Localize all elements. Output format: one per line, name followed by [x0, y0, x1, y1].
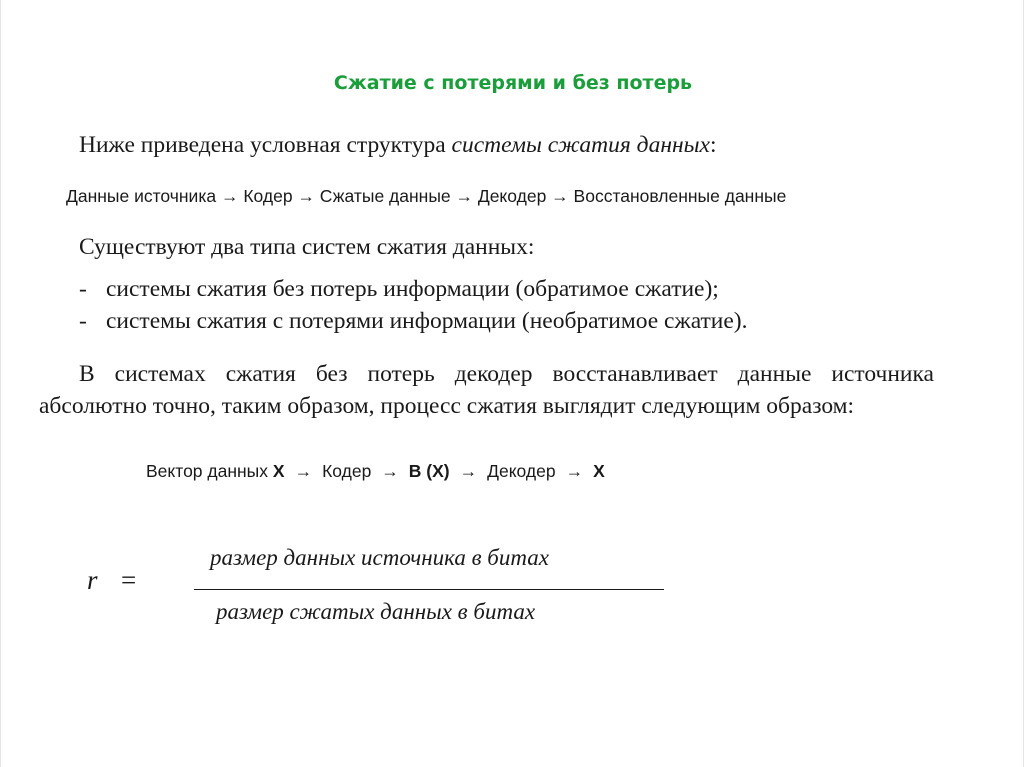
formula-variable: r	[87, 565, 98, 595]
chain-x-output: X	[593, 461, 605, 481]
chain-coder: Кодер	[322, 461, 372, 481]
list-dash: -	[79, 276, 87, 302]
list-item-text: системы сжатия без потерь информации (обратимое сжатие);	[106, 276, 719, 302]
list-item	[79, 276, 719, 303]
lossless-process-chain	[146, 461, 605, 482]
intro-line	[79, 132, 717, 159]
arrow-icon: →	[565, 461, 584, 481]
formula-numerator: размер данных источника в битах	[210, 545, 549, 570]
chain-label-vector: Вектор данных	[146, 461, 269, 481]
types-heading: Существуют два типа систем сжатия данных:	[79, 234, 535, 260]
compression-structure-chain: Данные источника → Кодер → Сжатые данные → Декодер → Восстановленные данные	[66, 186, 787, 206]
intro-text: Ниже приведена условная структура	[79, 132, 452, 158]
list-dash: -	[79, 308, 87, 334]
slide-title: Сжатие с потерями и без потерь	[333, 72, 693, 94]
arrow-icon: →	[459, 461, 478, 481]
chain-bx: B (X)	[408, 461, 450, 481]
list-item	[79, 308, 748, 335]
arrow-icon: →	[381, 461, 399, 481]
formula-equals: =	[121, 565, 137, 595]
intro-suffix: :	[710, 132, 717, 158]
formula-denominator: размер сжатых данных в битах	[216, 599, 536, 624]
arrow-icon: →	[294, 461, 313, 481]
lossless-paragraph: В системах сжатия без потерь декодер восстанавливает данные источника абсолютно точно, таким образом, процесс сжатия выглядит следующим образом:	[39, 361, 934, 419]
list-item-text: системы сжатия с потерями информации (необратимое сжатие).	[106, 308, 748, 334]
fraction-bar	[194, 589, 664, 590]
chain-decoder: Декодер	[487, 461, 556, 481]
chain-x-input: X	[272, 461, 285, 481]
intro-emphasis: системы сжатия данных	[451, 132, 710, 158]
